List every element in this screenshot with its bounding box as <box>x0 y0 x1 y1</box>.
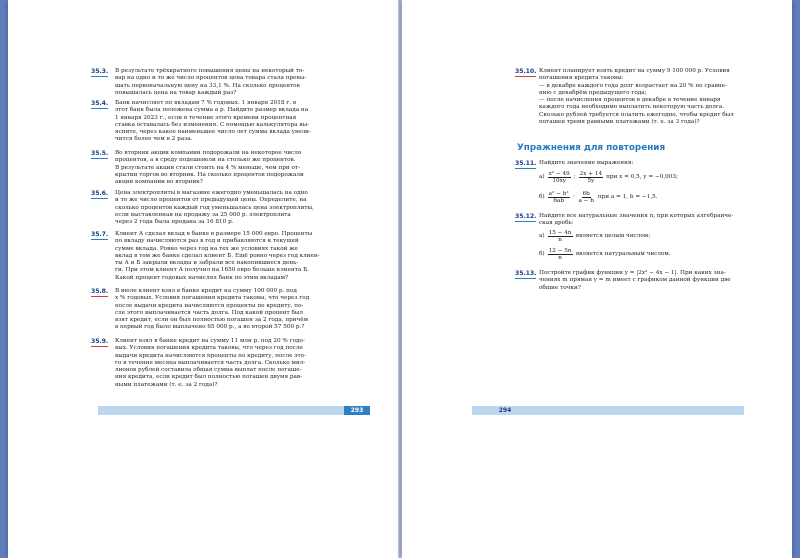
fraction <box>577 191 594 205</box>
problem-number: 35.11. <box>515 160 537 167</box>
footer-bar <box>98 406 370 415</box>
numerator: x² − 49 <box>548 171 570 177</box>
problem-35-7 <box>91 231 351 284</box>
right-page <box>402 0 792 558</box>
fraction <box>548 230 573 244</box>
problem-text: Банк начисляет по вкладам 7 % годовых. 1 января 2018 г. в этот банк была положена сумма a р. Найдите размер вклада на 1 января 2023 г., если в течение этого времени процентная ставка оставалась без изменения. С помощью калькулятора вы- ясните, через какое наименьшее число лет сумма вклада увели- чится более чем в 2 раза. <box>115 100 311 143</box>
problem-text: Во вторник акции компании подорожали на некоторое число процентов, а в среду подешевели на столько же процентов. В результате акции стали стоить на 4 % меньше, чем при от- крытии торгов во вторник. На сколько процентов подорожали акции компании во вторник? <box>115 150 304 186</box>
formula-b <box>539 191 770 205</box>
problem-number: 35.6. <box>91 190 109 197</box>
problem-35-4 <box>91 100 351 146</box>
denominator: n <box>558 237 562 244</box>
fraction <box>548 248 573 262</box>
numerator: 6b <box>582 191 590 197</box>
item-label: б) <box>539 251 545 258</box>
denominator: n <box>558 255 562 262</box>
problem-number: 35.5. <box>91 150 109 157</box>
problem-number: 35.9. <box>91 338 109 345</box>
problem-number: 35.10. <box>515 68 537 75</box>
condition: при a = 1, b = −1,5. <box>597 194 658 201</box>
numerator: 15 − 4n <box>548 230 572 236</box>
problem-number: 35.12. <box>515 213 537 220</box>
operator: · <box>572 194 575 201</box>
numerator: 2x + 14 <box>579 171 603 177</box>
condition: является натуральным числом. <box>575 251 671 258</box>
problem-35-9 <box>91 338 351 392</box>
problem-text: Цена электроплиты в магазине ежегодно уменьшалась на одно и то же число процентов от предыдущей цены. Определите, на сколько процентов каждый год уменьшалась цена электроплиты, если выставленная на продажу за 25 000 р. электроплита через 2 года была продана за 16 810 р. <box>115 190 314 226</box>
item-label: б) <box>539 194 545 201</box>
numerator: 12 − 5n <box>548 248 572 254</box>
page-number: 293 <box>344 406 370 415</box>
denominator: a − b <box>578 198 594 205</box>
operator: : <box>573 174 576 181</box>
problem-text: В июле клиент взял в банке кредит на сумму 100 000 р. под x % годовых. Условия погашения кредита таковы, что через год после выдачи кредита начисляются проценты по кредиту, по- сле этого выплачивается часть долга. Под какой процент был взят кредит, если он был полностью погашен за 2 года, причём в первый год было выплачено 65 000 р., а во второй 57 500 р.? <box>115 288 310 331</box>
problem-35-10 <box>515 68 770 130</box>
problem-text: Клиент планирует взять кредит на сумму 9 100 000 р. Условия погашения кредита таковы: — в декабре каждого года долг возрастает на 20 % по сравне- нию с декабрём предыдущего года; — после начисления процентов в декабре в течение января каждого года необходимо выплатить некоторую часть долга. Сколько рублей требуется платить ежегодно, чтобы кредит был погашен тремя равными платежами (т. е. за 3 года)? <box>539 68 734 126</box>
problem-text: Найдите все натуральные значения n, при которых алгебраиче- ская дробь: <box>539 213 734 227</box>
fraction <box>579 171 603 185</box>
problem-number: 35.3. <box>91 68 109 75</box>
denominator: 6ab <box>553 198 564 205</box>
formula-b <box>539 248 770 262</box>
fraction <box>548 171 571 185</box>
problem-35-8 <box>91 288 351 334</box>
problem-text: Клиент взял в банке кредит на сумму 11 млн р. под 20 % годо- вых. Условия погашения кредита таковы, что через год после выдачи кредита начисляются проценты по кредиту, после это- го в течение месяца выплачивается часть долга. Сколько мил- лионов рублей составила общая сумма выплат после погаше- ния кредита, если кредит был полностью погашен двумя рав- ными платежами (т. е. за 2 года)? <box>115 338 306 388</box>
formula-a <box>539 171 770 185</box>
numerator: a² − b² <box>548 191 569 197</box>
problem-number: 35.13. <box>515 270 537 277</box>
problem-number: 35.8. <box>91 288 109 295</box>
left-page <box>8 0 398 558</box>
denominator: 5y <box>587 178 595 185</box>
problem-number: 35.7. <box>91 231 109 238</box>
problem-text: Постройте график функции y = |2x² − 4x − 1|. При каких зна- чениях m прямая y = m имеет с графиком данной функции две общие точки? <box>539 270 731 291</box>
condition: при x = 0,5, y = −0,003; <box>606 174 678 181</box>
formula-a <box>539 230 770 244</box>
page-number: 294 <box>492 406 518 415</box>
problem-35-3 <box>91 68 351 100</box>
problem-number: 35.4. <box>91 100 109 107</box>
problem-text: В результате трёхкратного повышения цены на некоторый то- вар на одно и то же число процентов цена товара стала превы- шать первоначальную цену на 33,1 %. На сколько процентов повышалась цена на товар каждый раз? <box>115 68 307 96</box>
fraction <box>548 191 570 205</box>
denominator: 10xy <box>552 178 567 185</box>
problem-35-5 <box>91 150 351 188</box>
problem-35-11 <box>515 160 770 210</box>
problem-text: Клиент А сделал вклад в банке в размере 15 000 евро. Проценты по вкладу начисляются раз в год и прибавляются к текущей сумме вклада. Ровно через год на тех же условиях такой же вклад в том же банке сделал клиент Б. Ещё ровно через год клиен- ты А и Б закрыли вклады и забрали все накопившиеся день- ги. При этом клиент А получил на 1650 евро больше клиента Б. Какой процент годовых начислял банк по этим вкладам? <box>115 231 320 281</box>
section-heading: Упражнения для повторения <box>517 143 666 153</box>
problem-35-12 <box>515 213 770 265</box>
item-label: а) <box>539 174 545 181</box>
problem-35-6 <box>91 190 351 228</box>
condition: является целым числом; <box>575 233 651 240</box>
problem-text: Найдите значение выражения: <box>539 160 634 166</box>
problem-35-13 <box>515 270 770 294</box>
footer-bar <box>472 406 744 415</box>
item-label: а) <box>539 233 545 240</box>
